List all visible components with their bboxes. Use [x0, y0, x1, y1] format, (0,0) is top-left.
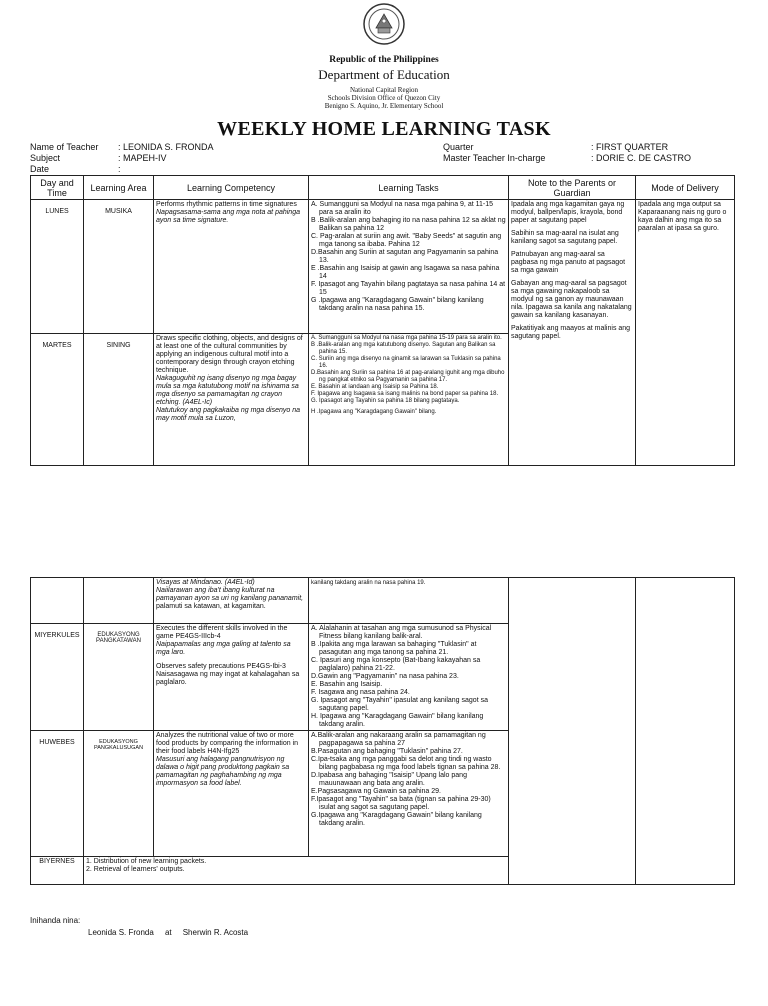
notes-to-parents — [509, 200, 636, 466]
task-item: A. Alalahanin at tasahan ang mga sumusunod sa Physical Fitness bilang kanilang balik-aral. — [311, 625, 492, 640]
day-huwebes: HUWEBES — [31, 731, 84, 857]
mode-text: Ipadala ang mga output sa Kaparaanang nais ng guro o kaya dalhin ang mga ito sa paaralan at ipasa sa guro. — [638, 201, 727, 232]
task-item: E. Basahin ang Isaisip. — [311, 681, 383, 688]
task-item: D.Ipabasa ang bahaging "Isaisip" Upang lalo pang mauunawaan ang bata ang aralin. — [311, 772, 467, 787]
day-lunes: LUNES — [31, 200, 84, 334]
area-continued — [84, 578, 154, 624]
department-line: Department of Education — [318, 66, 450, 82]
activity-item: 1. Distribution of new learning packets. — [86, 858, 207, 865]
task-item: C. Suriin ang mga disenyo na ginamit sa larawan sa Tuklasin sa pahina 16. — [311, 356, 501, 369]
teacher-info-left — [30, 142, 214, 175]
area-edukasyong-pangkalusugan: EDUKASYONG PANGKALUSUGAN — [84, 731, 154, 857]
task-item: E.Pagsasagawa ng Gawain sa pahina 29. — [311, 788, 441, 795]
task-item: A. Sumangguni sa Modyul na nasa mga pahina 9, at 11-15 para sa aralin ito — [311, 201, 493, 216]
note-item: Sabihin sa mag-aaral na isulat ang kanilang sagot sa sagutang papel. — [511, 230, 619, 245]
competency-text: Masusuri ang halagang pangnutrisyon ng dalawa o higit pang produktong pagkain sa pamamagitan ng paghahambing ng mga impormasyon sa food label. — [156, 756, 290, 787]
competency-text: Visayas at Mindanao. (A4EL-Id) — [156, 579, 255, 586]
competency-text: Draws specific clothing, objects, and designs of at least one of the cultural communities by applying an indigenous cultural motif into a contemporary design through crayon etching technique. — [156, 335, 303, 374]
tasks-lunes — [309, 200, 509, 334]
school-line: Benigno S. Aquino, Jr. Elementary School — [324, 101, 444, 110]
competency-text: Performs rhythmic patterns in time signatures — [156, 201, 297, 208]
task-item: D.Basahin ang Suriin at sagutan ang Pagyamanin sa pahina 13. — [311, 249, 499, 264]
task-item: E .Basahin ang Isaisip at gawin ang Isagawa sa nasa pahina 14 — [311, 265, 500, 280]
task-item: H. Ipagawa ang "Karagdagang Gawain" bilang kanilang takdang aralin. — [311, 713, 484, 728]
area-musika: MUSIKA — [84, 200, 154, 334]
region-line: National Capital Region — [349, 85, 419, 94]
prepared-by-names: Leonida S. Fronda at Sherwin R. Acosta — [88, 928, 249, 937]
mode-of-delivery — [636, 200, 735, 466]
header-day: Day and Time — [31, 176, 84, 200]
day-continued — [31, 578, 84, 624]
weekly-task-table-page2 — [30, 577, 735, 885]
day-biyernes: BIYERNES — [31, 857, 84, 885]
header-notes: Note to the Parents or Guardian — [509, 176, 636, 200]
competency-text: Nakaguguhit ng isang disenyo ng mga bagay mula sa mga katutubong motif na ishinama sa mga disenyo sa pamamagitan ng crayon etching. (A4EL-Ic) — [156, 375, 299, 406]
task-item: D.Gawin ang "Pagyamanin" na nasa pahina 23. — [311, 673, 459, 680]
competency-text: palamuti sa katawan, at kagamitan. — [156, 603, 266, 610]
quarter-label: Quarter — [443, 142, 474, 152]
competency-text: Naipapamalas ang mga galing at talento sa mga laro. — [156, 641, 291, 656]
republic-line: Republic of the Philippines — [329, 55, 439, 65]
task-item: D.Basahin ang Suriin sa pahina 16 at pag-aralang iguhit ang mga dibuho ng pangkat etniko sa Pagyamanin sa pahina 17. — [311, 370, 505, 383]
mode-column-page2 — [636, 578, 735, 885]
task-item: B .Ipakita ang mga larawan sa bahaging "Tuklasin" at pasagutan ang mga tanong sa pahina 21. — [311, 641, 477, 656]
note-item: Patnubayan ang mag-aaral sa pagbasa ng mga panuto at pagsagot sa mga gawain — [511, 251, 626, 274]
task-item: B .Balik-aralan ang bahaging ito na nasa pahina 12 sa aklat ng Balikan sa pahina 12 — [311, 217, 506, 232]
weekly-task-table-page1 — [30, 175, 735, 466]
day-miyerkules: MIYERKULES — [31, 624, 84, 731]
task-item: G. Ipasagot ang "Tayahin" ipasulat ang kanilang sagot sa sagutang papel. — [311, 697, 488, 712]
competency-text: Analyzes the nutritional value of two or more food products by comparing the information in their food labels H4N-Ifg25 — [156, 732, 299, 755]
competency-text: Naiilarawan ang iba't ibang kulturat na pamayanan ayon sa uri ng kanilang pananamit, — [156, 587, 304, 602]
header-competency: Learning Competency — [154, 176, 309, 200]
note-item: Pakatitiyak ang maayos at malinis ang sagutang papel. — [511, 325, 631, 340]
document-title: WEEKLY HOME LEARNING TASK — [217, 118, 551, 140]
task-item: C. Ipasuri ang mga konsepto (Bat-Ibang kakayahan sa paglalaro) pahina 21-22. — [311, 657, 481, 672]
task-item: F. Isagawa ang nasa pahina 24. — [311, 689, 410, 696]
table-header-row — [31, 176, 735, 200]
task-item: B.Pasagutan ang bahaging "Tuklasin" pahina 27. — [311, 748, 463, 755]
prepared-by-label: Inihanda nina: — [30, 916, 81, 925]
document-header — [0, 2, 768, 110]
task-item: B .Balik-aralan ang mga katutubong disenyo. Sagutan ang Balikan sa pahina 15. — [311, 342, 496, 355]
task-item: A. Sumangguni sa Modyul na nasa mga pahina 15-19 para sa aralin ito. — [311, 335, 502, 341]
task-item: G .Ipagawa ang "Karagdagang Gawain" bilang kanilang takdang aralin na nasa pahina 15. — [311, 297, 484, 312]
biyernes-activities — [84, 857, 509, 885]
task-item: A.Balik-aralan ang nakaraang aralin sa pamamagitan ng pagpapagawa sa pahina 27 — [311, 732, 486, 747]
subject-value: : MAPEH-IV — [118, 153, 167, 163]
competency-martes — [154, 334, 309, 466]
task-item: C. Pag-aralan at suriin ang awit. "Baby Seeds" at sagutin ang mga tanong sa ibaba. Pahina 12 — [311, 233, 502, 248]
note-item: Ipadala ang mga kagamitan gaya ng modyul, ballpen/lapis, krayola, bond paper at sagutang papel — [511, 201, 625, 224]
task-item: G. Ipasagot ang Tayahin sa pahina 18 bilang pagtataya. — [311, 398, 460, 404]
competency-lunes — [154, 200, 309, 334]
competency-text: Napagsasama-sama ang mga nota at pahinga ayon sa time signature. — [156, 209, 300, 224]
teacher-value: : LEONIDA S. FRONDA — [118, 142, 214, 152]
table-row — [31, 200, 735, 334]
master-teacher-value: : DORIE C. DE CASTRO — [591, 153, 692, 163]
task-item: F. Ipagawa ang Isagawa sa isang malinis na bond paper sa pahina 18. — [311, 391, 499, 397]
date-value: : — [118, 164, 121, 174]
competency-text: Observes safety precautions PE4GS-Ibi-3 Naisasagawa ng may ingat at kahalagahan sa paglalaro. — [156, 663, 300, 686]
task-item: kanilang takdang aralin na nasa pahina 19. — [311, 580, 426, 586]
tasks-huwebes — [309, 731, 509, 857]
task-item: F. Ipasagot ang Tayahin bilang pagtataya sa nasa pahina 14 at 15 — [311, 281, 506, 296]
activity-item: 2. Retrieval of learners' outputs. — [86, 866, 185, 873]
teacher-info-right — [443, 142, 691, 164]
tasks-continued — [309, 578, 509, 624]
competency-huwebes — [154, 731, 309, 857]
header-area: Learning Area — [84, 176, 154, 200]
task-item: H .Ipagawa ang "Karagdagang Gawain" bilang. — [311, 409, 437, 415]
division-line: Schools Division Office of Quezon City — [327, 93, 441, 102]
notes-column-page2 — [509, 578, 636, 885]
task-item: F.Ipasagot ang "Tayahin" sa bata (tignan sa pahina 29-30) isulat ang sagot sa sagutang papel. — [311, 796, 491, 811]
competency-text: Natutukoy ang pagkakaiba ng mga disenyo na may motif mula sa Luzon, — [156, 407, 300, 422]
subject-label: Subject — [30, 153, 61, 163]
teacher-label: Name of Teacher — [30, 142, 99, 152]
note-item: Gabayan ang mag-aaral sa pagsagot sa mga gawaing nakapaloob sa modyul ng sa ganon ay maunawaan nila. Ipagawa sa kanila ang nakatalang gawain sa kanilang kasanayan. — [511, 280, 632, 319]
master-teacher-label: Master Teacher In-charge — [443, 153, 546, 163]
task-item: G.Ipagawa ang "Karagdagang Gawain" bilang kanilang takdang aralin. — [311, 812, 482, 827]
quarter-value: : FIRST QUARTER — [591, 142, 669, 152]
table-row — [31, 578, 735, 624]
day-martes: MARTES — [31, 334, 84, 466]
tasks-martes — [309, 334, 509, 466]
competency-miyerkules — [154, 624, 309, 731]
header-mode: Mode of Delivery — [636, 176, 735, 200]
task-item: E. Basahin at iandaan ang Isaisip sa Pahina 18. — [311, 384, 439, 390]
date-label: Date — [30, 164, 50, 174]
header-tasks: Learning Tasks — [309, 176, 509, 200]
area-sining: SINING — [84, 334, 154, 466]
tasks-miyerkules — [309, 624, 509, 731]
deped-seal-icon — [356, 2, 412, 46]
competency-continued — [154, 578, 309, 624]
task-item: C.Ipa-tsaka ang mga panggabi sa delot ang tindi ng wasto bilang pagbabasa ng mga food labels tignan sa pahina 28. — [311, 756, 501, 771]
competency-text: Executes the different skills involved in the game PE4GS-IIIcb-4 — [156, 625, 288, 640]
area-edukasyong-pangkatawan: EDUKASYONG PANGKATAWAN — [84, 624, 154, 731]
